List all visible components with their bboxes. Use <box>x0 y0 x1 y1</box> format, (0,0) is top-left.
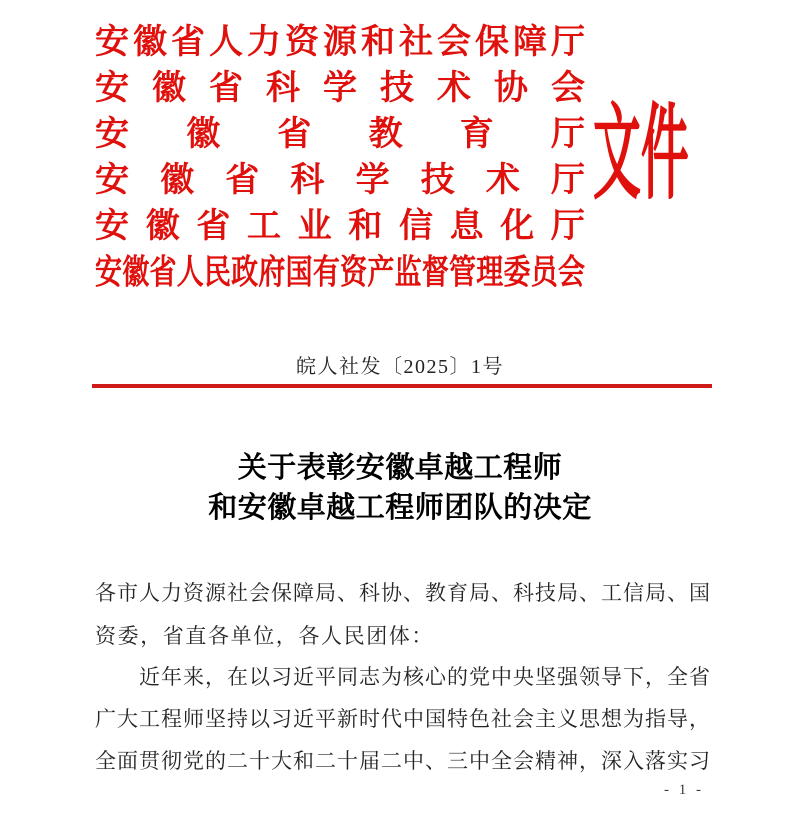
issuing-authority-line: 安 徽 省 科 学 技 术 厅 <box>95 162 585 199</box>
issuing-authority-line: 安 徽 省 人 力 资 源 和 社 会 保 障 厅 <box>95 24 585 61</box>
body-text-line: 各 市 人 力 资 源 社 会 保 障 局 、 科 协 、 教 育 局 、 科 技 局 、 工 信 局 、 国 <box>95 581 710 605</box>
document-type-mark <box>593 96 703 214</box>
issuing-authorities <box>95 26 585 302</box>
issuing-authority-line: 安 徽 省 教 育 厅 <box>95 116 585 153</box>
document-type-mark-text: 文件 <box>593 96 689 212</box>
issuing-authority-line: 安 徽 省 科 学 技 术 协 会 <box>95 70 585 107</box>
document-body <box>95 583 710 793</box>
issuing-authority-line: 安 徽 省 工 业 和 信 息 化 厅 <box>95 208 585 245</box>
body-text-line: 资委，省直各单位，各人民团体： <box>95 624 434 648</box>
body-text-line: 全 面 贯 彻 党 的 二 十 大 和 二 十 届 二 中 、 三 中 全 会 精 神 ， 深 入 落 实 习 <box>95 749 710 773</box>
page-number: - 1 - <box>664 782 704 798</box>
document-title-line-2: 和安徽卓越工程师团队的决定 <box>208 492 592 524</box>
issuing-authority-line: 安 徽 省 人 民 政 府 国 有 资 产 监 督 管 理 委 员 会 <box>95 253 585 292</box>
body-text-line: 广 大 工 程 师 坚 持 以 习 近 平 新 时 代 中 国 特 色 社 会 主 义 思 想 为 指 导 ， <box>95 707 710 731</box>
red-separator-line <box>92 384 712 388</box>
document-number: 皖人社发〔2025〕1号 <box>296 356 504 378</box>
body-text-line: 近 年 来 ， 在 以 习 近 平 同 志 为 核 心 的 党 中 央 坚 强 领 导 下 ， 全 省 <box>139 665 710 689</box>
document-title-line-1: 关于表彰安徽卓越工程师 <box>237 452 563 484</box>
document-title <box>0 448 800 528</box>
